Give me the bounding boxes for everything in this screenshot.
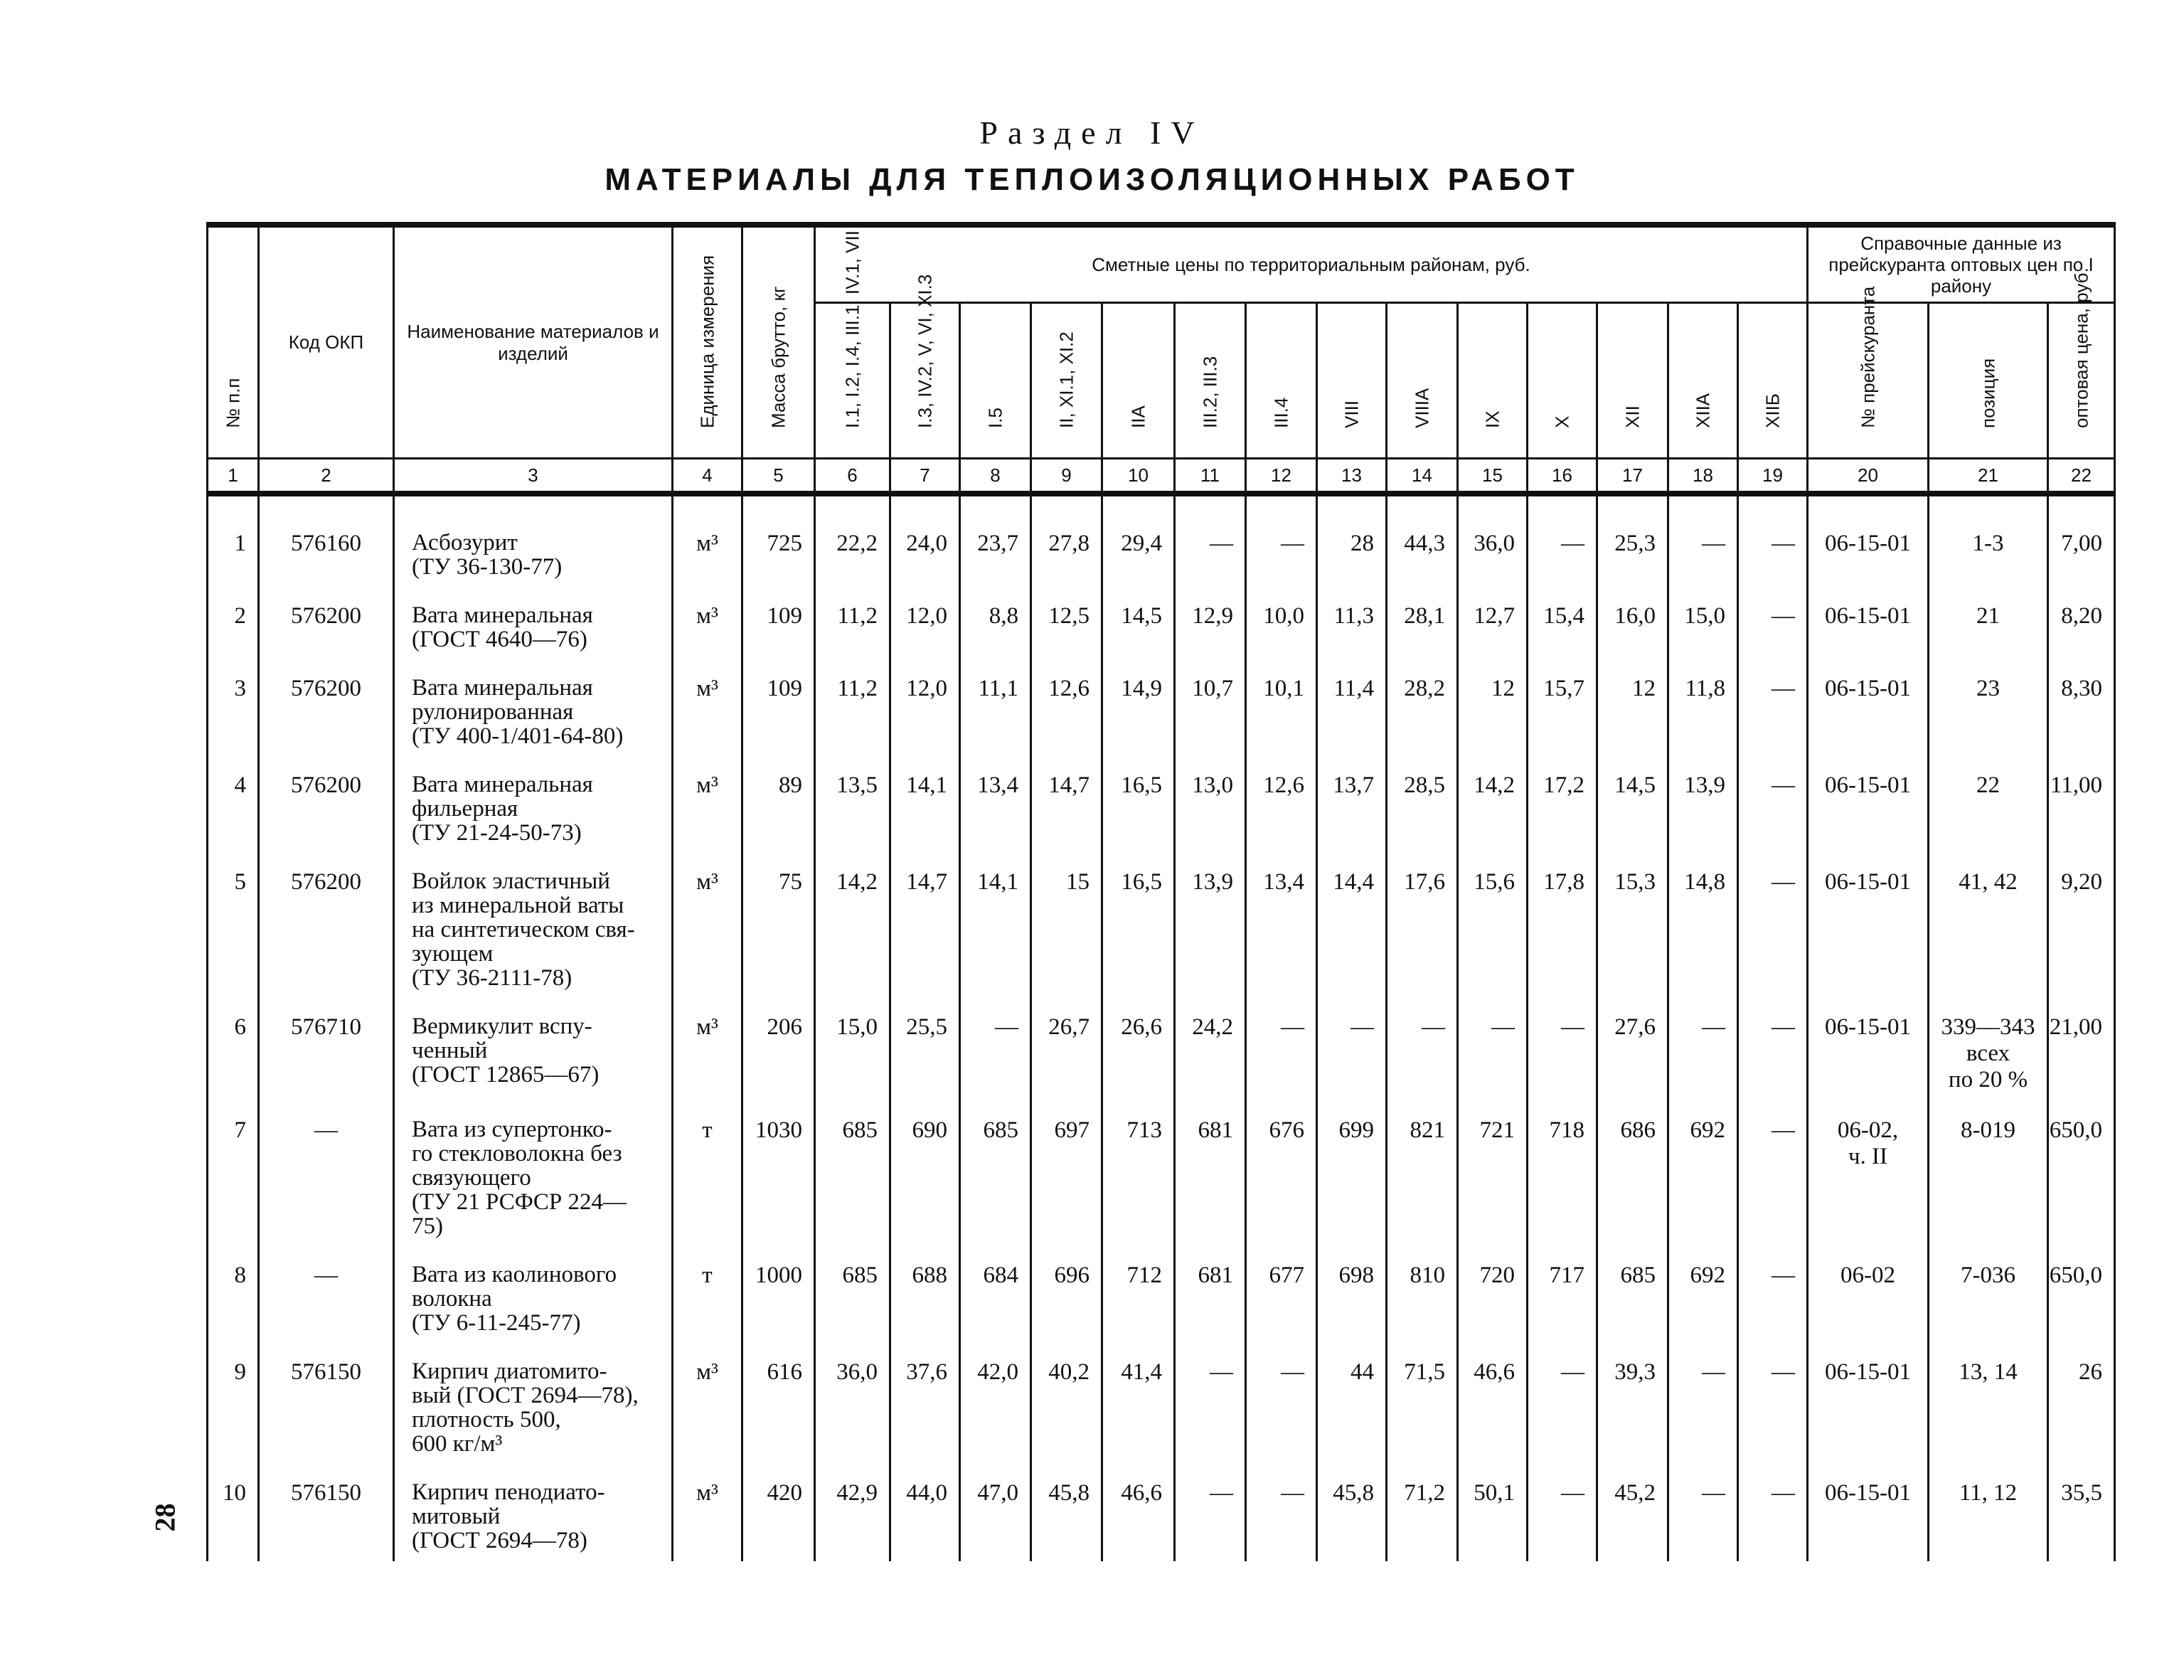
position: 21 (1929, 588, 2048, 660)
region-price: 14,2 (815, 854, 890, 999)
region-price: 681 (1175, 1102, 1246, 1247)
price-list-number: 06-15-01 (1808, 1464, 1929, 1561)
region-price: — (1738, 854, 1808, 999)
region-price: 50,1 (1458, 1464, 1528, 1561)
region-price: — (1528, 1464, 1597, 1561)
position: 1-3 (1929, 494, 2048, 588)
okp-code: 576200 (259, 757, 394, 854)
region-price: 12,9 (1175, 588, 1246, 660)
price-list-number: 06-02 (1808, 1247, 1929, 1344)
region-price: 13,9 (1668, 757, 1738, 854)
region-price: 13,5 (815, 757, 890, 854)
mass: 109 (742, 660, 815, 757)
region-price: — (1738, 660, 1808, 757)
region-price: — (1387, 999, 1458, 1102)
table-row (208, 1464, 2115, 1561)
region-price: 10,0 (1246, 588, 1317, 660)
region-price: — (1528, 1344, 1597, 1464)
region-price: 696 (1031, 1247, 1102, 1344)
region-price: — (1738, 999, 1808, 1102)
region-price: — (1528, 999, 1597, 1102)
region-price: 14,9 (1102, 660, 1175, 757)
region-price: 42,0 (960, 1344, 1031, 1464)
column-number: 20 (1808, 459, 1929, 494)
header-num: № п.п (208, 225, 259, 459)
table-row (208, 588, 2115, 660)
region-price: — (1668, 999, 1738, 1102)
region-price: 13,4 (960, 757, 1031, 854)
unit: м³ (673, 660, 742, 757)
position: 339—343 всех по 20 % (1929, 999, 2048, 1102)
column-number: 9 (1031, 459, 1102, 494)
price-list-number: 06-15-01 (1808, 757, 1929, 854)
region-price: 16,5 (1102, 854, 1175, 999)
column-number: 10 (1102, 459, 1175, 494)
table-row (208, 660, 2115, 757)
region-price: 40,2 (1031, 1344, 1102, 1464)
region-price: 15,7 (1528, 660, 1597, 757)
region-price: 16,0 (1597, 588, 1668, 660)
table-row (208, 494, 2115, 588)
region-price: 690 (890, 1102, 960, 1247)
column-number: 15 (1458, 459, 1528, 494)
price-list-number: 06-02, ч. II (1808, 1102, 1929, 1247)
unit: м³ (673, 999, 742, 1102)
region-price: 13,7 (1317, 757, 1387, 854)
region-price: 27,8 (1031, 494, 1102, 588)
column-number: 22 (2048, 459, 2115, 494)
region-price: 23,7 (960, 494, 1031, 588)
header-unit: Единица измерения (673, 225, 742, 459)
mass: 1030 (742, 1102, 815, 1247)
column-number: 1 (208, 459, 259, 494)
header-region: III.4 (1246, 303, 1317, 459)
region-price: 712 (1102, 1247, 1175, 1344)
price-list-number: 06-15-01 (1808, 494, 1929, 588)
header-ref-group: Справочные данные из прейскуранта оптовых цен по I району (1808, 225, 2115, 303)
unit: м³ (673, 854, 742, 999)
price-list-number: 06-15-01 (1808, 588, 1929, 660)
region-price: 17,6 (1387, 854, 1458, 999)
region-price: 685 (1597, 1247, 1668, 1344)
region-price: 17,2 (1528, 757, 1597, 854)
region-price: 42,9 (815, 1464, 890, 1561)
region-price: 44,3 (1387, 494, 1458, 588)
table-row (208, 1102, 2115, 1247)
header-ref-col: позиция (1929, 303, 2048, 459)
region-price: 12,0 (890, 588, 960, 660)
region-price: 14,7 (1031, 757, 1102, 854)
mass: 420 (742, 1464, 815, 1561)
region-price: — (1175, 494, 1246, 588)
section-title: Раздел IV (979, 115, 1205, 151)
column-number: 5 (742, 459, 815, 494)
region-price: 684 (960, 1247, 1031, 1344)
region-price: 71,5 (1387, 1344, 1458, 1464)
region-price: 71,2 (1387, 1464, 1458, 1561)
region-price: — (1175, 1344, 1246, 1464)
region-price: 12,0 (890, 660, 960, 757)
region-price: — (1175, 1464, 1246, 1561)
column-number: 3 (394, 459, 673, 494)
region-price: 692 (1668, 1247, 1738, 1344)
region-price: — (1458, 999, 1528, 1102)
position: 13, 14 (1929, 1344, 2048, 1464)
region-price: — (1738, 1102, 1808, 1247)
header-region: II, XI.1, XI.2 (1031, 303, 1102, 459)
material-name: Вата минеральная (ГОСТ 4640—76) (394, 588, 673, 660)
region-price: 685 (815, 1247, 890, 1344)
header-region: IIA (1102, 303, 1175, 459)
region-price: 717 (1528, 1247, 1597, 1344)
price-list-number: 06-15-01 (1808, 1344, 1929, 1464)
region-price: 39,3 (1597, 1344, 1668, 1464)
region-price: 15 (1031, 854, 1102, 999)
region-price: 46,6 (1102, 1464, 1175, 1561)
table-body (208, 494, 2115, 1561)
material-name: Вата из супертонко- го стекловолокна без связующего (ТУ 21 РСФСР 224— 75) (394, 1102, 673, 1247)
region-price: 44 (1317, 1344, 1387, 1464)
okp-code: 576200 (259, 588, 394, 660)
region-price: 17,8 (1528, 854, 1597, 999)
region-price: 14,4 (1317, 854, 1387, 999)
row-number: 6 (208, 999, 259, 1102)
region-price: 14,1 (890, 757, 960, 854)
region-price: 11,4 (1317, 660, 1387, 757)
header-region: I.1, I.2, I.4, III.1, IV.1, VII (815, 303, 890, 459)
region-price: — (1246, 1464, 1317, 1561)
region-price: — (960, 999, 1031, 1102)
region-price: 12 (1597, 660, 1668, 757)
unit: м³ (673, 1344, 742, 1464)
header-region: XIIБ (1738, 303, 1808, 459)
wholesale-price: 9,20 (2048, 854, 2115, 999)
region-price: 692 (1668, 1102, 1738, 1247)
unit: т (673, 1102, 742, 1247)
header-mass: Масса брутто, кг (742, 225, 815, 459)
region-price: 14,2 (1458, 757, 1528, 854)
region-price: 15,6 (1458, 854, 1528, 999)
region-price: 27,6 (1597, 999, 1668, 1102)
wholesale-price: 26 (2048, 1344, 2115, 1464)
region-price: 15,3 (1597, 854, 1668, 999)
header-ref-col: оптовая цена, руб. (2048, 303, 2115, 459)
header-region: I.3, IV.2, V, VI, XI.3 (890, 303, 960, 459)
wholesale-price: 11,00 (2048, 757, 2115, 854)
wholesale-price: 35,5 (2048, 1464, 2115, 1561)
region-price: 718 (1528, 1102, 1597, 1247)
region-price: — (1738, 1247, 1808, 1344)
region-price: 41,4 (1102, 1344, 1175, 1464)
region-price: 10,7 (1175, 660, 1246, 757)
region-price: — (1246, 1344, 1317, 1464)
row-number: 3 (208, 660, 259, 757)
price-table (206, 222, 2116, 1561)
table-row (208, 1247, 2115, 1344)
region-price: 676 (1246, 1102, 1317, 1247)
position: 7-036 (1929, 1247, 2048, 1344)
region-price: — (1738, 1464, 1808, 1561)
region-price: 697 (1031, 1102, 1102, 1247)
position: 23 (1929, 660, 2048, 757)
region-price: 26,6 (1102, 999, 1175, 1102)
wholesale-price: 21,00 (2048, 999, 2115, 1102)
header-okp: Код ОКП (259, 225, 394, 459)
region-price: — (1738, 757, 1808, 854)
okp-code: — (259, 1247, 394, 1344)
unit: м³ (673, 588, 742, 660)
okp-code: 576160 (259, 494, 394, 588)
column-number: 2 (259, 459, 394, 494)
header-region: X (1528, 303, 1597, 459)
region-price: 721 (1458, 1102, 1528, 1247)
region-price: 28,2 (1387, 660, 1458, 757)
region-price: 45,8 (1317, 1464, 1387, 1561)
row-number: 7 (208, 1102, 259, 1247)
region-price: 24,0 (890, 494, 960, 588)
wholesale-price: 7,00 (2048, 494, 2115, 588)
region-price: 24,2 (1175, 999, 1246, 1102)
region-price: 10,1 (1246, 660, 1317, 757)
position: 11, 12 (1929, 1464, 2048, 1561)
unit: м³ (673, 494, 742, 588)
region-price: — (1668, 1344, 1738, 1464)
wholesale-price: 8,30 (2048, 660, 2115, 757)
region-price: 36,0 (815, 1344, 890, 1464)
okp-code: — (259, 1102, 394, 1247)
region-price: 25,5 (890, 999, 960, 1102)
okp-code: 576200 (259, 660, 394, 757)
table-row (208, 999, 2115, 1102)
column-number: 16 (1528, 459, 1597, 494)
region-price: 22,2 (815, 494, 890, 588)
region-price: 45,8 (1031, 1464, 1102, 1561)
column-number-row (208, 459, 2115, 494)
region-price: 699 (1317, 1102, 1387, 1247)
unit: т (673, 1247, 742, 1344)
column-number: 21 (1929, 459, 2048, 494)
header-region: XIIA (1668, 303, 1738, 459)
material-name: Войлок эластичный из минеральной ваты на синтетическом свя- зующем (ТУ 36-2111-78) (394, 854, 673, 999)
region-price: 28,1 (1387, 588, 1458, 660)
material-name: Кирпич пенодиато- митовый (ГОСТ 2694—78) (394, 1464, 673, 1561)
region-price: 14,5 (1102, 588, 1175, 660)
region-price: 688 (890, 1247, 960, 1344)
row-number: 8 (208, 1247, 259, 1344)
table-row (208, 854, 2115, 999)
region-price: — (1738, 494, 1808, 588)
region-price: — (1668, 1464, 1738, 1561)
column-number: 4 (673, 459, 742, 494)
region-price: 45,2 (1597, 1464, 1668, 1561)
column-number: 17 (1597, 459, 1668, 494)
material-name: Вермикулит вспу- ченный (ГОСТ 12865—67) (394, 999, 673, 1102)
region-price: 12,6 (1246, 757, 1317, 854)
row-number: 5 (208, 854, 259, 999)
mass: 109 (742, 588, 815, 660)
mass: 616 (742, 1344, 815, 1464)
region-price: 14,8 (1668, 854, 1738, 999)
region-price: 15,4 (1528, 588, 1597, 660)
region-price: 713 (1102, 1102, 1175, 1247)
row-number: 2 (208, 588, 259, 660)
column-number: 8 (960, 459, 1031, 494)
column-number: 12 (1246, 459, 1317, 494)
region-price: — (1738, 588, 1808, 660)
table-row (208, 1344, 2115, 1464)
region-price: 28 (1317, 494, 1387, 588)
region-price: — (1317, 999, 1387, 1102)
region-price: 11,8 (1668, 660, 1738, 757)
region-price: 13,0 (1175, 757, 1246, 854)
mass: 1000 (742, 1247, 815, 1344)
wholesale-price: 650,0 (2048, 1102, 2115, 1247)
region-price: 677 (1246, 1247, 1317, 1344)
column-number: 13 (1317, 459, 1387, 494)
region-price: 12,7 (1458, 588, 1528, 660)
region-price: 37,6 (890, 1344, 960, 1464)
wholesale-price: 8,20 (2048, 588, 2115, 660)
region-price: 44,0 (890, 1464, 960, 1561)
region-price: 46,6 (1458, 1344, 1528, 1464)
okp-code: 576710 (259, 999, 394, 1102)
column-number: 14 (1387, 459, 1458, 494)
header-ref-col: № прейскуранта (1808, 303, 1929, 459)
region-price: 14,7 (890, 854, 960, 999)
region-price: 36,0 (1458, 494, 1528, 588)
region-price: 8,8 (960, 588, 1031, 660)
region-price: 12,5 (1031, 588, 1102, 660)
region-price: 821 (1387, 1102, 1458, 1247)
region-price: 11,2 (815, 588, 890, 660)
header-region: XII (1597, 303, 1668, 459)
region-price: 810 (1387, 1247, 1458, 1344)
mass: 89 (742, 757, 815, 854)
position: 22 (1929, 757, 2048, 854)
unit: м³ (673, 1464, 742, 1561)
region-price: 698 (1317, 1247, 1387, 1344)
header-prices-group: Сметные цены по территориальным районам, руб. (815, 225, 1808, 303)
region-price: 16,5 (1102, 757, 1175, 854)
header-region: VIIIA (1387, 303, 1458, 459)
page-title: МАТЕРИАЛЫ ДЛЯ ТЕПЛОИЗОЛЯЦИОННЫХ РАБОТ (604, 162, 1580, 197)
row-number: 1 (208, 494, 259, 588)
price-list-number: 06-15-01 (1808, 999, 1929, 1102)
header-region: I.5 (960, 303, 1031, 459)
region-price: 686 (1597, 1102, 1668, 1247)
region-price: 11,1 (960, 660, 1031, 757)
column-number: 6 (815, 459, 890, 494)
okp-code: 576200 (259, 854, 394, 999)
header-region: III.2, III.3 (1175, 303, 1246, 459)
okp-code: 576150 (259, 1464, 394, 1561)
column-number: 7 (890, 459, 960, 494)
row-number: 10 (208, 1464, 259, 1561)
region-price: 29,4 (1102, 494, 1175, 588)
region-price: 11,3 (1317, 588, 1387, 660)
region-price: 681 (1175, 1247, 1246, 1344)
region-price: 13,9 (1175, 854, 1246, 999)
price-list-number: 06-15-01 (1808, 660, 1929, 757)
price-list-number: 06-15-01 (1808, 854, 1929, 999)
region-price: 15,0 (1668, 588, 1738, 660)
position: 41, 42 (1929, 854, 2048, 999)
material-name: Асбозурит (ТУ 36-130-77) (394, 494, 673, 588)
mass: 206 (742, 999, 815, 1102)
position: 8-019 (1929, 1102, 2048, 1247)
region-price: 12 (1458, 660, 1528, 757)
region-price: 14,1 (960, 854, 1031, 999)
mass: 725 (742, 494, 815, 588)
region-price: 720 (1458, 1247, 1528, 1344)
wholesale-price: 650,0 (2048, 1247, 2115, 1344)
material-name: Кирпич диатомито- вый (ГОСТ 2694—78), плотность 500, 600 кг/м³ (394, 1344, 673, 1464)
region-price: 11,2 (815, 660, 890, 757)
region-price: 685 (815, 1102, 890, 1247)
table-row (208, 757, 2115, 854)
table-header (208, 225, 2115, 494)
region-price: 26,7 (1031, 999, 1102, 1102)
page-number: 28 (149, 1503, 181, 1532)
region-price: — (1738, 1344, 1808, 1464)
region-price: — (1528, 494, 1597, 588)
material-name: Вата минеральная рулонированная (ТУ 400-1/401-64-80) (394, 660, 673, 757)
unit: м³ (673, 757, 742, 854)
header-region: VIII (1317, 303, 1387, 459)
row-number: 9 (208, 1344, 259, 1464)
region-price: 28,5 (1387, 757, 1458, 854)
region-price: — (1246, 999, 1317, 1102)
price-table-container (206, 222, 2116, 1561)
material-name: Вата минеральная фильерная (ТУ 21-24-50-73) (394, 757, 673, 854)
region-price: 685 (960, 1102, 1031, 1247)
region-price: — (1668, 494, 1738, 588)
material-name: Вата из каолинового волокна (ТУ 6-11-245-77) (394, 1247, 673, 1344)
column-number: 19 (1738, 459, 1808, 494)
region-price: 12,6 (1031, 660, 1102, 757)
row-number: 4 (208, 757, 259, 854)
column-number: 18 (1668, 459, 1738, 494)
mass: 75 (742, 854, 815, 999)
header-name: Наименование материалов и изделий (394, 225, 673, 459)
region-price: — (1246, 494, 1317, 588)
region-price: 13,4 (1246, 854, 1317, 999)
region-price: 47,0 (960, 1464, 1031, 1561)
header-region: IX (1458, 303, 1528, 459)
column-number: 11 (1175, 459, 1246, 494)
okp-code: 576150 (259, 1344, 394, 1464)
region-price: 25,3 (1597, 494, 1668, 588)
region-price: 15,0 (815, 999, 890, 1102)
region-price: 14,5 (1597, 757, 1668, 854)
